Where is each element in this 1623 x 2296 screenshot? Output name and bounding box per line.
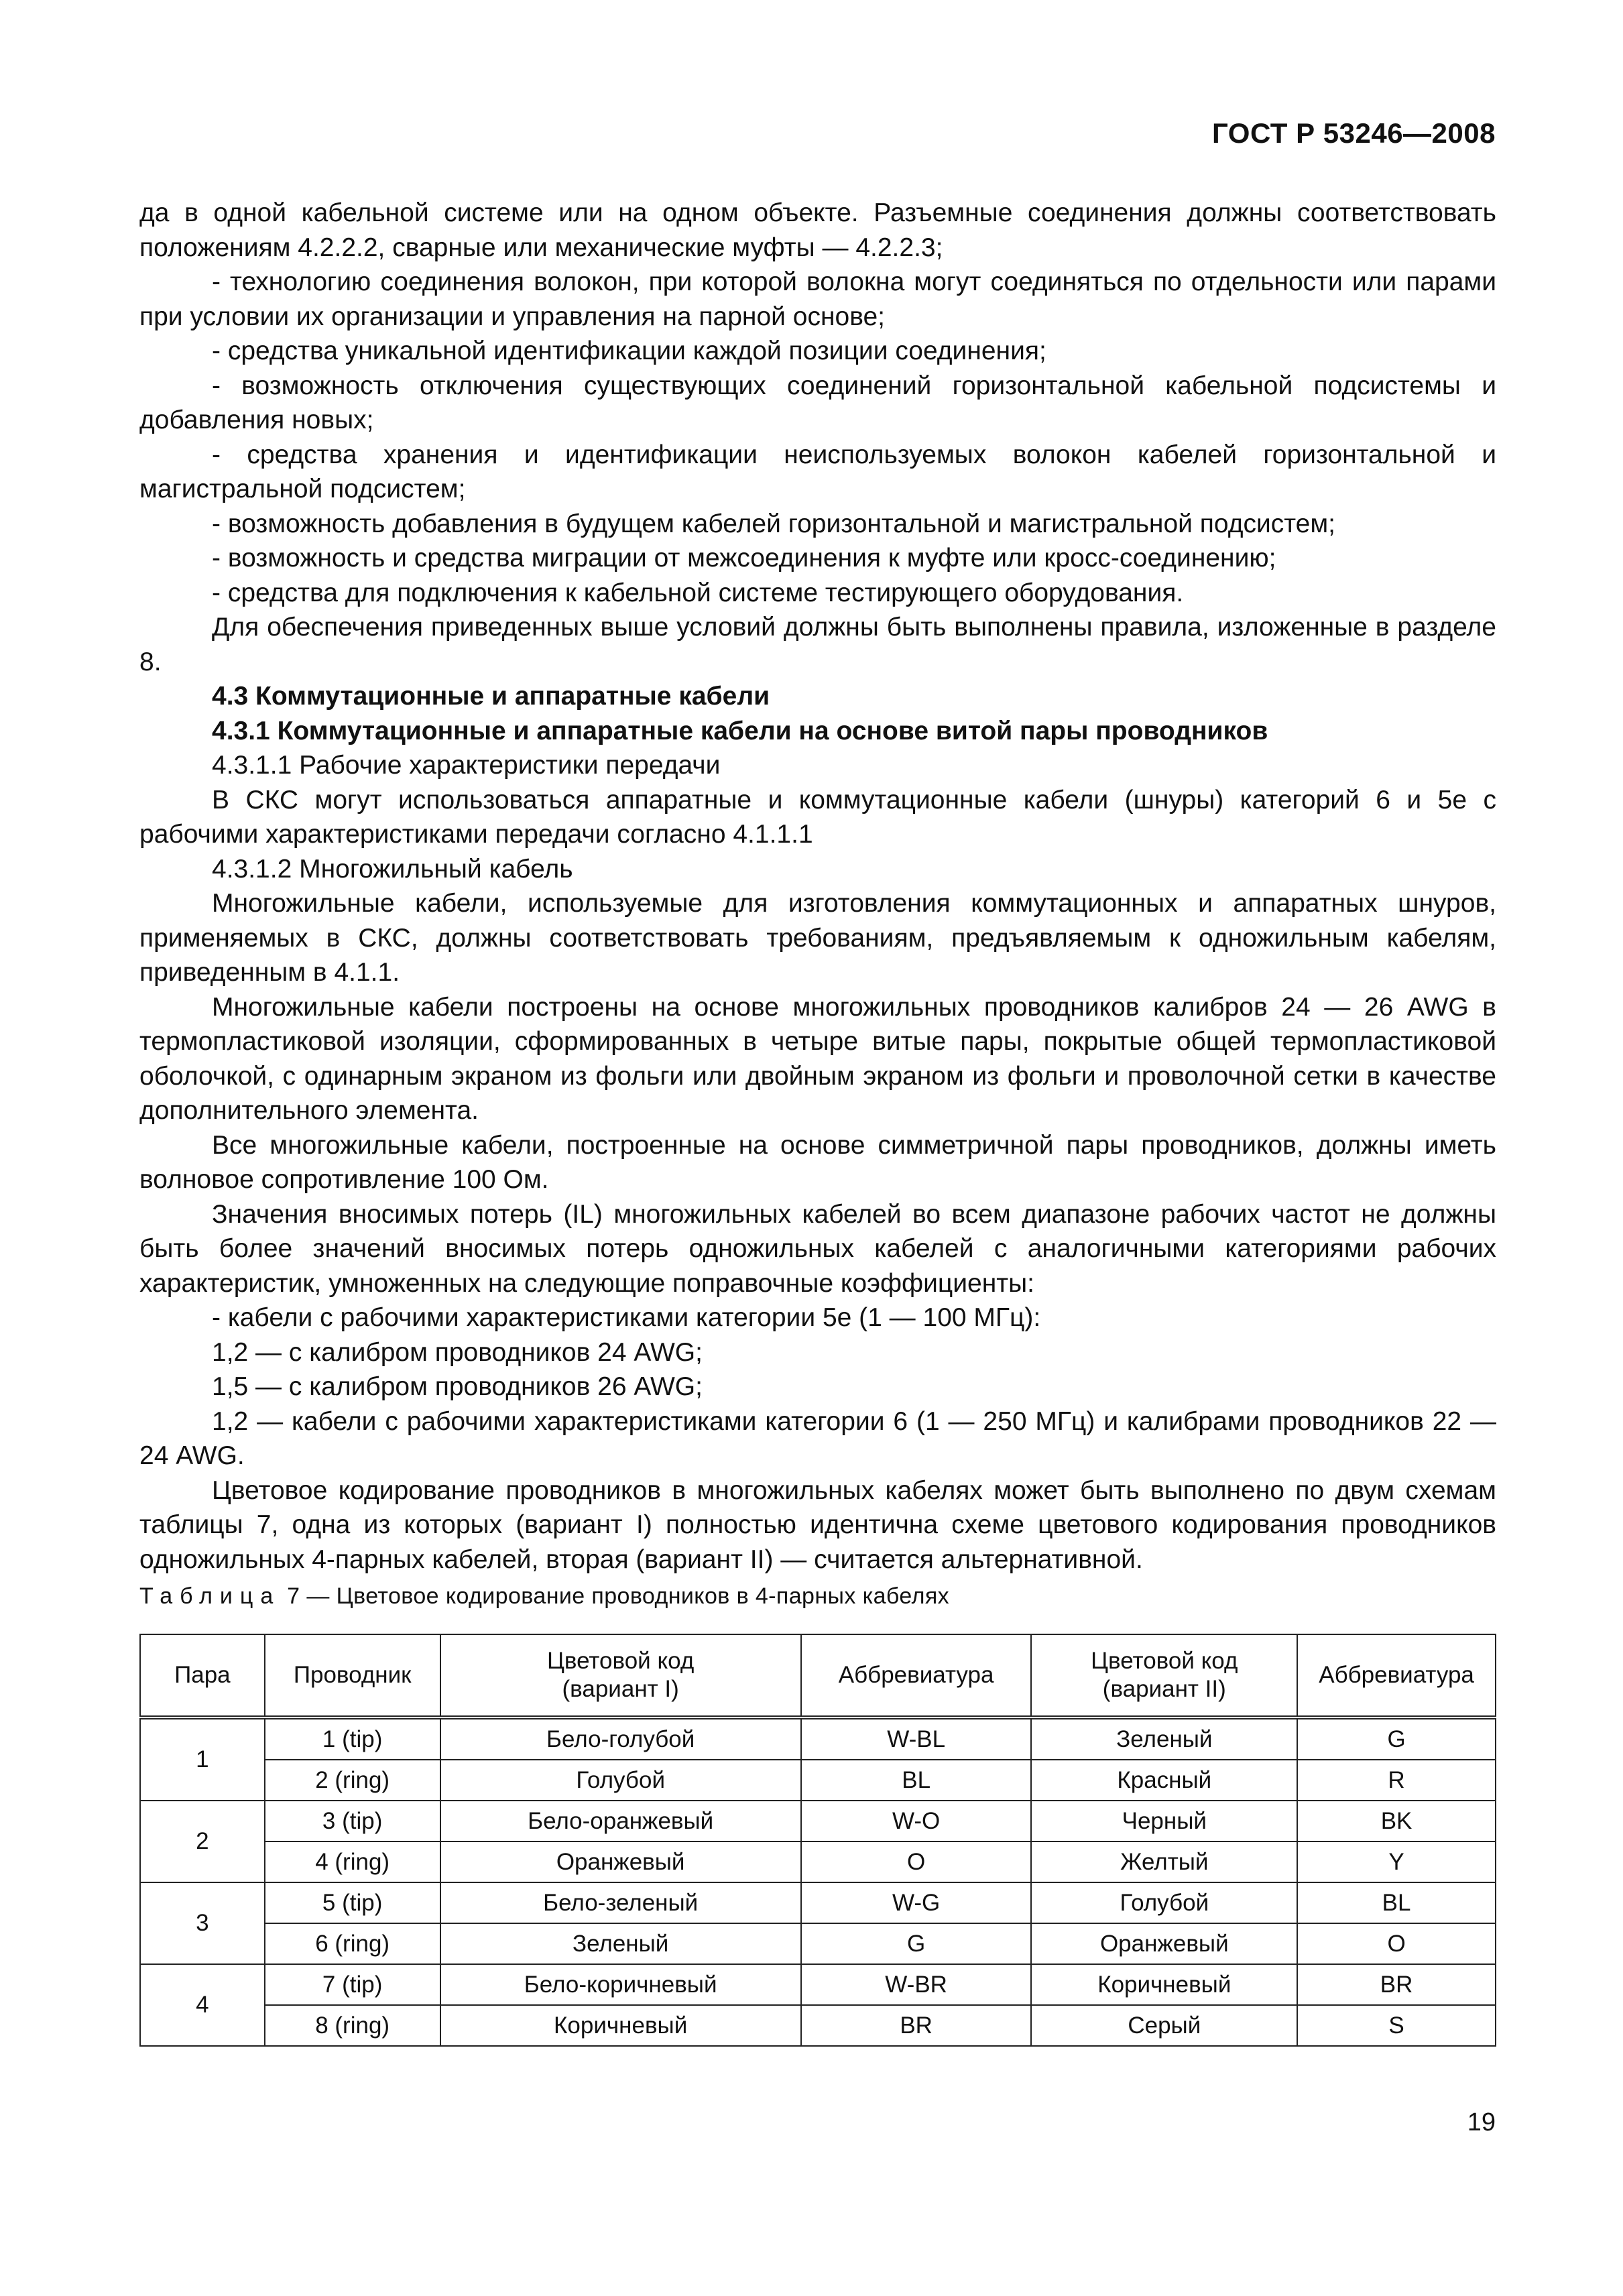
color-coding-table [139,1634,1496,2047]
paragraph: - возможность и средства миграции от межсоединения к муфте или кросс-соединению; [212,544,1276,572]
table-row [140,1964,1496,2005]
conductor-cell: 1 (tip) [265,1717,440,1760]
table-caption [139,1583,949,1610]
abbreviation-1-cell: G [801,1923,1032,1964]
abbreviation-1-cell: W-BL [801,1717,1032,1760]
header-pair: Пара [140,1634,265,1717]
paragraph: да в одной кабельной системе или на одном объекте. Разъемные соединения должны соответствовать положениям 4.2.2.2, сварные или механические муфты — 4.2.2.3; [139,198,1496,262]
abbreviation-2-cell: BR [1297,1964,1496,2005]
header-color-variant-2: Цветовой код (вариант II) [1031,1634,1297,1717]
abbreviation-1-cell: W-G [801,1882,1032,1923]
paragraph: Все многожильные кабели, построенные на основе симметричной пары проводников, должны иметь волновое сопротивление 100 Ом. [139,1130,1496,1194]
conductor-cell: 7 (tip) [265,1964,440,2005]
conductor-cell: 6 (ring) [265,1923,440,1964]
abbreviation-2-cell: S [1297,2005,1496,2046]
pair-number-cell: 1 [140,1717,265,1801]
header-conductor: Проводник [265,1634,440,1717]
color-variant-2-cell: Зеленый [1031,1717,1297,1760]
color-variant-1-cell: Зеленый [440,1923,801,1964]
paragraph: В СКС могут использоваться аппаратные и коммутационные кабели (шнуры) категорий 6 и 5е с рабочими характеристиками передачи согласно 4.1.1.1 [139,785,1496,849]
paragraph: - кабели с рабочими характеристиками категории 5е (1 — 100 МГц): [212,1303,1041,1332]
abbreviation-1-cell: BR [801,2005,1032,2046]
table-row [140,1923,1496,1964]
table-row [140,1882,1496,1923]
abbreviation-2-cell: Y [1297,1841,1496,1882]
page-number: 19 [1467,2108,1496,2136]
section-heading: 4.3.1 Коммутационные и аппаратные кабели на основе витой пары проводников [212,716,1268,745]
table-body [140,1717,1496,2046]
color-variant-1-cell: Бело-оранжевый [440,1801,801,1841]
paragraph: - средства хранения и идентификации неиспользуемых волокон кабелей горизонтальной и магистральной подсистем; [139,440,1496,503]
paragraph: 1,2 — с калибром проводников 24 AWG; [212,1337,703,1367]
paragraph: - возможность отключения существующих соединений горизонтальной кабельной подсистемы и добавления новых; [139,371,1496,434]
abbreviation-2-cell: G [1297,1717,1496,1760]
conductor-cell: 4 (ring) [265,1841,440,1882]
color-variant-2-cell: Голубой [1031,1882,1297,1923]
paragraph: - средства уникальной идентификации каждой позиции соединения; [212,337,1046,365]
pair-number-cell: 4 [140,1964,265,2046]
table-row [140,1760,1496,1801]
paragraph: 4.3.1.1 Рабочие характеристики передачи [212,751,721,780]
paragraph: - возможность добавления в будущем кабелей горизонтальной и магистральной подсистем; [212,509,1336,538]
section-heading: 4.3 Коммутационные и аппаратные кабели [212,682,770,711]
abbreviation-2-cell: R [1297,1760,1496,1801]
color-variant-2-cell: Серый [1031,2005,1297,2046]
pair-number-cell: 2 [140,1801,265,1882]
abbreviation-2-cell: O [1297,1923,1496,1964]
paragraph: Цветовое кодирование проводников в многожильных кабелях может быть выполнено по двум схемам таблицы 7, одна из которых (вариант I) полностью идентична схеме цветового кодирования проводников одножильных 4-парных кабелей, вторая (вариант II) — считается альтернативной. [139,1475,1496,1574]
paragraph: Значения вносимых потерь (IL) многожильных кабелей во всем диапазоне рабочих частот не должны быть более значений вносимых потерь одножильных кабелей с аналогичными категориями рабочих характеристик, умноженных на следующие поправочные коэффициенты: [139,1199,1496,1298]
color-variant-2-cell: Черный [1031,1801,1297,1841]
paragraph: - технологию соединения волокон, при которой волокна могут соединяться по отдельности или парами при условии их организации и управления на парной основе; [139,267,1496,331]
table-header-row [140,1634,1496,1717]
paragraph: Многожильные кабели, используемые для изготовления коммутационных и аппаратных шнуров, применяемых в СКС, должны соответствовать требованиям, предъявляемым к одножильным кабелям, приведенным в 4.1.1. [139,889,1496,987]
pair-number-cell: 3 [140,1882,265,1964]
color-variant-1-cell: Бело-зеленый [440,1882,801,1923]
color-variant-1-cell: Коричневый [440,2005,801,2046]
color-variant-2-cell: Оранжевый [1031,1923,1297,1964]
abbreviation-1-cell: W-BR [801,1964,1032,2005]
conductor-cell: 8 (ring) [265,2005,440,2046]
paragraph: 1,5 — с калибром проводников 26 AWG; [212,1372,703,1401]
abbreviation-2-cell: BL [1297,1882,1496,1923]
header-abbreviation-2: Аббревиатура [1297,1634,1496,1717]
header-abbreviation-1: Аббревиатура [801,1634,1032,1717]
color-variant-1-cell: Оранжевый [440,1841,801,1882]
paragraph: 1,2 — кабели с рабочими характеристиками категории 6 (1 — 250 МГц) и калибрами проводников 22 — 24 AWG. [139,1406,1496,1470]
conductor-cell: 2 (ring) [265,1760,440,1801]
table-row [140,1717,1496,1760]
color-variant-1-cell: Бело-голубой [440,1717,801,1760]
color-variant-2-cell: Желтый [1031,1841,1297,1882]
conductor-cell: 5 (tip) [265,1882,440,1923]
paragraph: 4.3.1.2 Многожильный кабель [212,854,573,884]
paragraph: Для обеспечения приведенных выше условий должны быть выполнены правила, изложенные в разделе 8. [139,613,1496,676]
table-row [140,1801,1496,1841]
color-variant-2-cell: Коричневый [1031,1964,1297,2005]
paragraph: - средства для подключения к кабельной системе тестирующего оборудования. [212,578,1184,607]
abbreviation-1-cell: W-O [801,1801,1032,1841]
table-caption-word: Таблица [139,1583,281,1609]
abbreviation-1-cell: O [801,1841,1032,1882]
table-caption-title: 7 — Цветовое кодирование проводников в 4-парных кабелях [287,1583,950,1609]
abbreviation-1-cell: BL [801,1760,1032,1801]
paragraph: Многожильные кабели построены на основе многожильных проводников калибров 24 — 26 AWG в термопластиковой изоляции, сформированных в четыре витые пары, покрытые общей термопластиковой оболочкой, с одинарным экраном из фольги или двойным экраном из фольги и проволочной сетки в качестве дополнительного элемента. [139,992,1496,1125]
table-row [140,1841,1496,1882]
body-text [139,196,1496,1577]
conductor-cell: 3 (tip) [265,1801,440,1841]
color-variant-1-cell: Бело-коричневый [440,1964,801,2005]
header-color-variant-1: Цветовой код (вариант I) [440,1634,801,1717]
abbreviation-2-cell: BK [1297,1801,1496,1841]
document-code: ГОСТ Р 53246—2008 [1212,117,1496,149]
color-variant-1-cell: Голубой [440,1760,801,1801]
color-variant-2-cell: Красный [1031,1760,1297,1801]
table-row [140,2005,1496,2046]
